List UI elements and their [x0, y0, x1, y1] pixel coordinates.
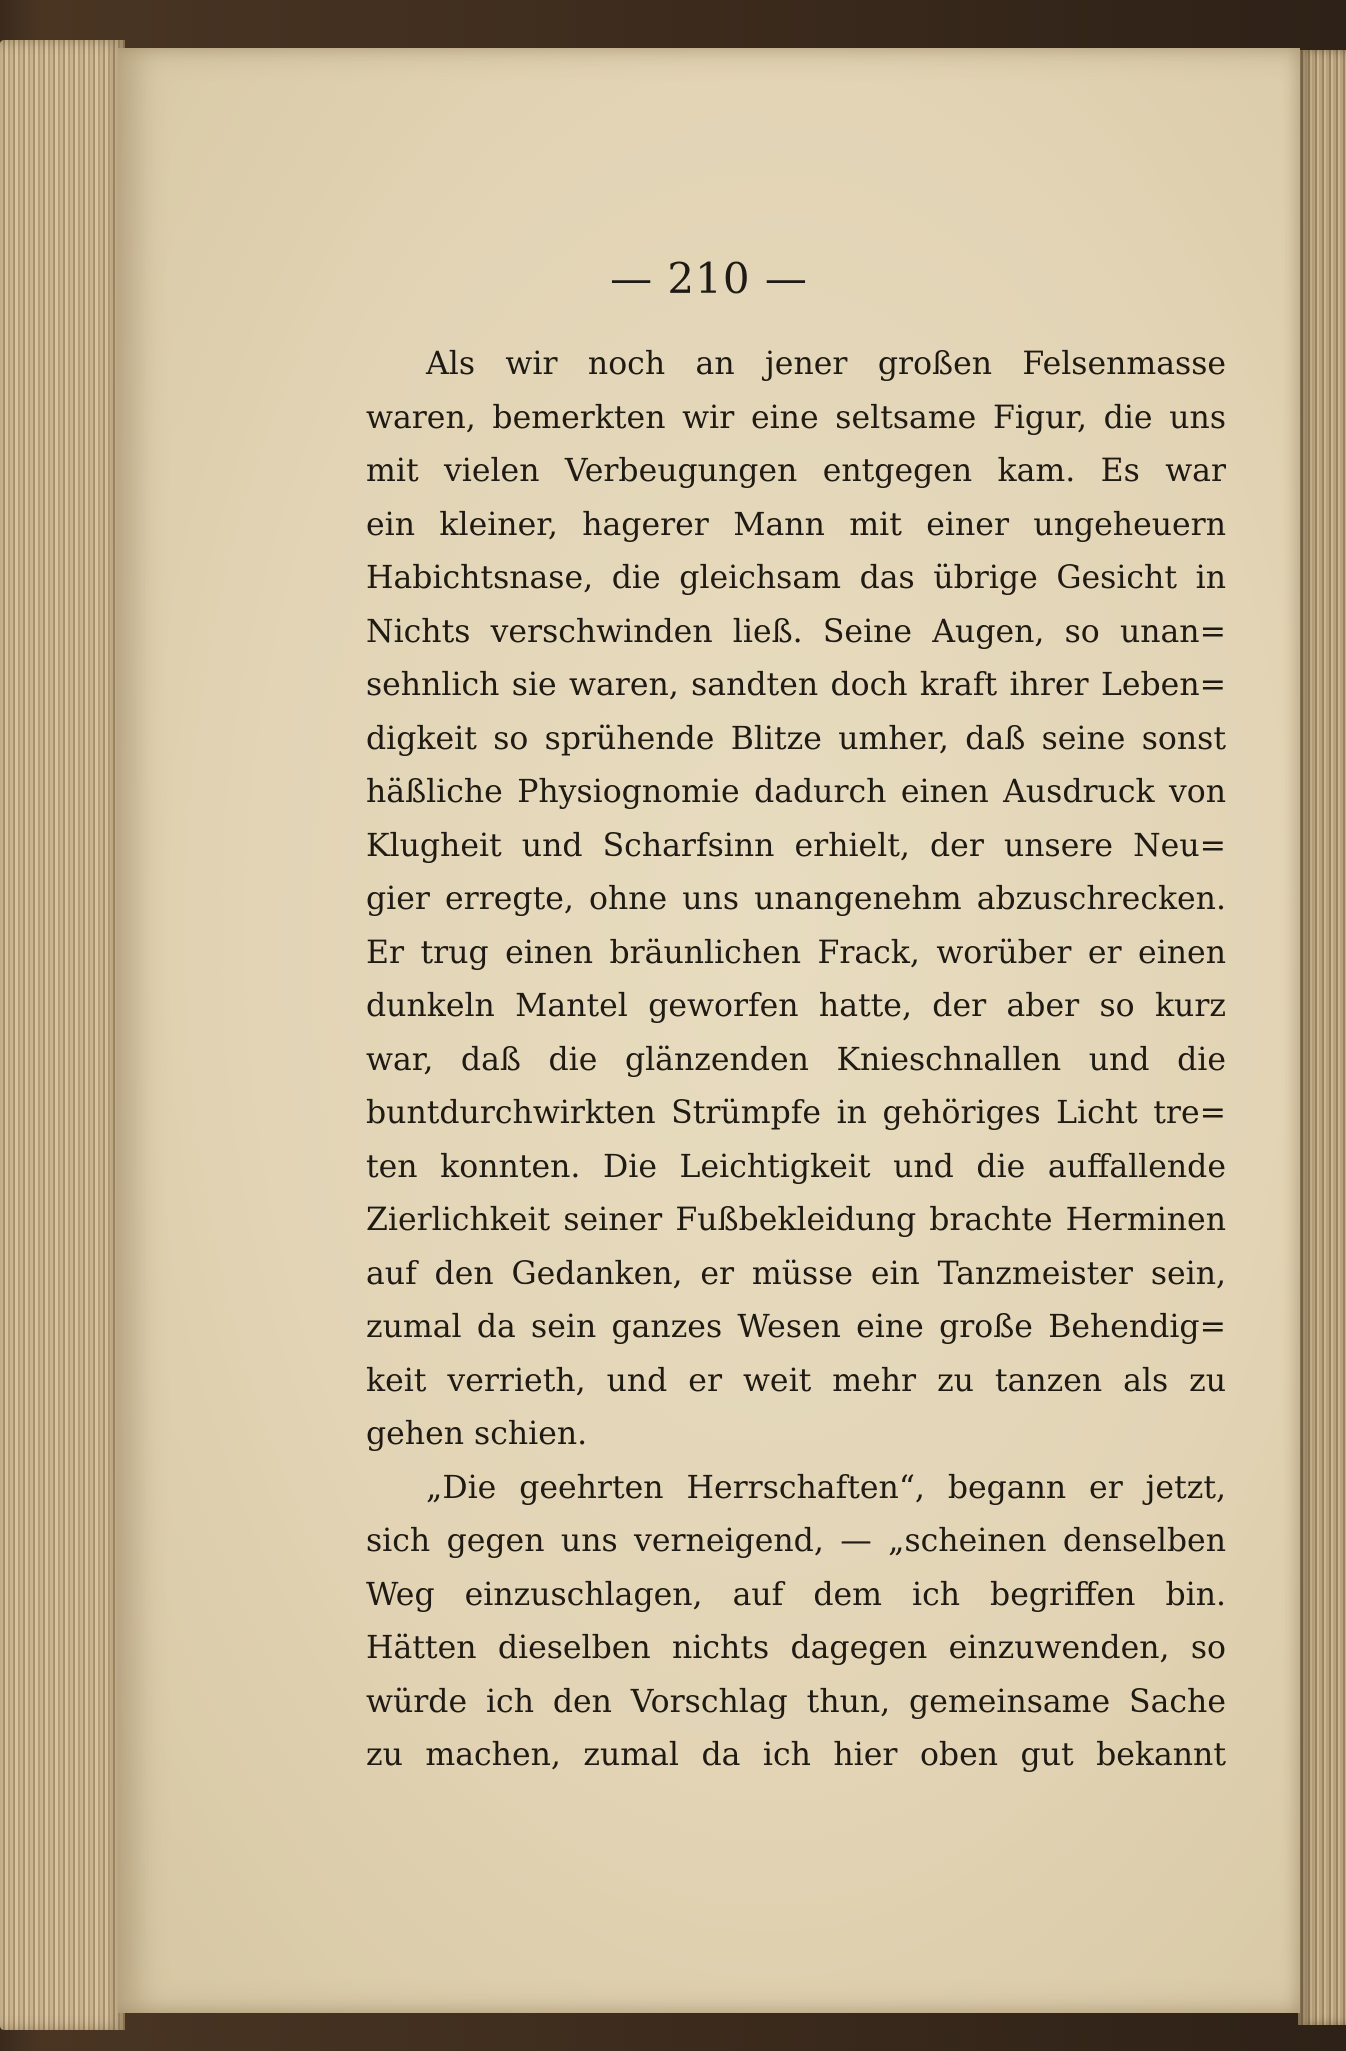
book-page	[118, 48, 1300, 2013]
page-number: — 210 —	[610, 254, 808, 303]
text-line: würde ich den Vorschlag thun, gemeinsame Sache	[366, 1683, 1226, 1720]
text-line: Er trug einen bräunlichen Frack, worüber er einen	[366, 934, 1226, 971]
paragraph-1	[366, 338, 1226, 1462]
page-edges-right	[1298, 50, 1346, 2025]
text-line: zu machen, zumal da ich hier oben gut bekannt	[366, 1737, 1226, 1773]
text-line: Nichts verschwinden ließ. Seine Augen, so unan=	[366, 613, 1226, 650]
text-line: waren, bemerkten wir eine seltsame Figur, die uns	[366, 399, 1226, 436]
text-line: war, daß die glänzenden Knieschnallen und die	[366, 1041, 1226, 1078]
text-line: sich gegen uns verneigend, — „scheinen denselben	[366, 1523, 1226, 1559]
text-line: sehnlich sie waren, sandten doch kraft ihrer Leben=	[366, 667, 1226, 703]
text-line: auf den Gedanken, er müsse ein Tanzmeister sein,	[366, 1255, 1226, 1292]
text-line: keit verrieth, und er weit mehr zu tanzen als zu	[366, 1362, 1226, 1399]
text-line: dunkeln Mantel geworfen hatte, der aber so kurz	[366, 988, 1226, 1024]
text-line: buntdurchwirkten Strümpfe in gehöriges Licht tre=	[366, 1095, 1226, 1131]
text-line: digkeit so sprühende Blitze umher, daß seine sonst	[366, 720, 1226, 757]
text-line: mit vielen Verbeugungen entgegen kam. Es war	[366, 453, 1226, 489]
text-line: Habichtsnase, die gleichsam das übrige Gesicht in	[366, 560, 1226, 596]
text-line: häßliche Physiognomie dadurch einen Ausdruck von	[366, 774, 1226, 810]
text-line: Klugheit und Scharfsinn erhielt, der unsere Neu=	[366, 827, 1226, 864]
text-line: Weg einzuschlagen, auf dem ich begriffen bin.	[366, 1576, 1226, 1613]
text-line: Als wir noch an jener großen Felsenmasse	[426, 346, 1226, 382]
text-line: gehen schien.	[366, 1416, 588, 1452]
body-text	[366, 338, 1226, 1783]
text-line: ein kleiner, hagerer Mann mit einer ungeheuern	[366, 506, 1226, 543]
text-line: „Die geehrten Herrschaften“, begann er jetzt,	[426, 1469, 1226, 1506]
text-line: Zierlichkeit seiner Fußbekleidung brachte Herminen	[366, 1202, 1226, 1238]
page-edges-left	[0, 40, 125, 2030]
text-line: gier erregte, ohne uns unangenehm abzuschrecken.	[366, 881, 1226, 917]
text-line: ten konnten. Die Leichtigkeit und die auffallende	[366, 1148, 1226, 1185]
text-line: zumal da sein ganzes Wesen eine große Behendig=	[366, 1309, 1226, 1345]
text-line: Hätten dieselben nichts dagegen einzuwenden, so	[366, 1630, 1226, 1666]
paragraph-2	[366, 1462, 1226, 1783]
